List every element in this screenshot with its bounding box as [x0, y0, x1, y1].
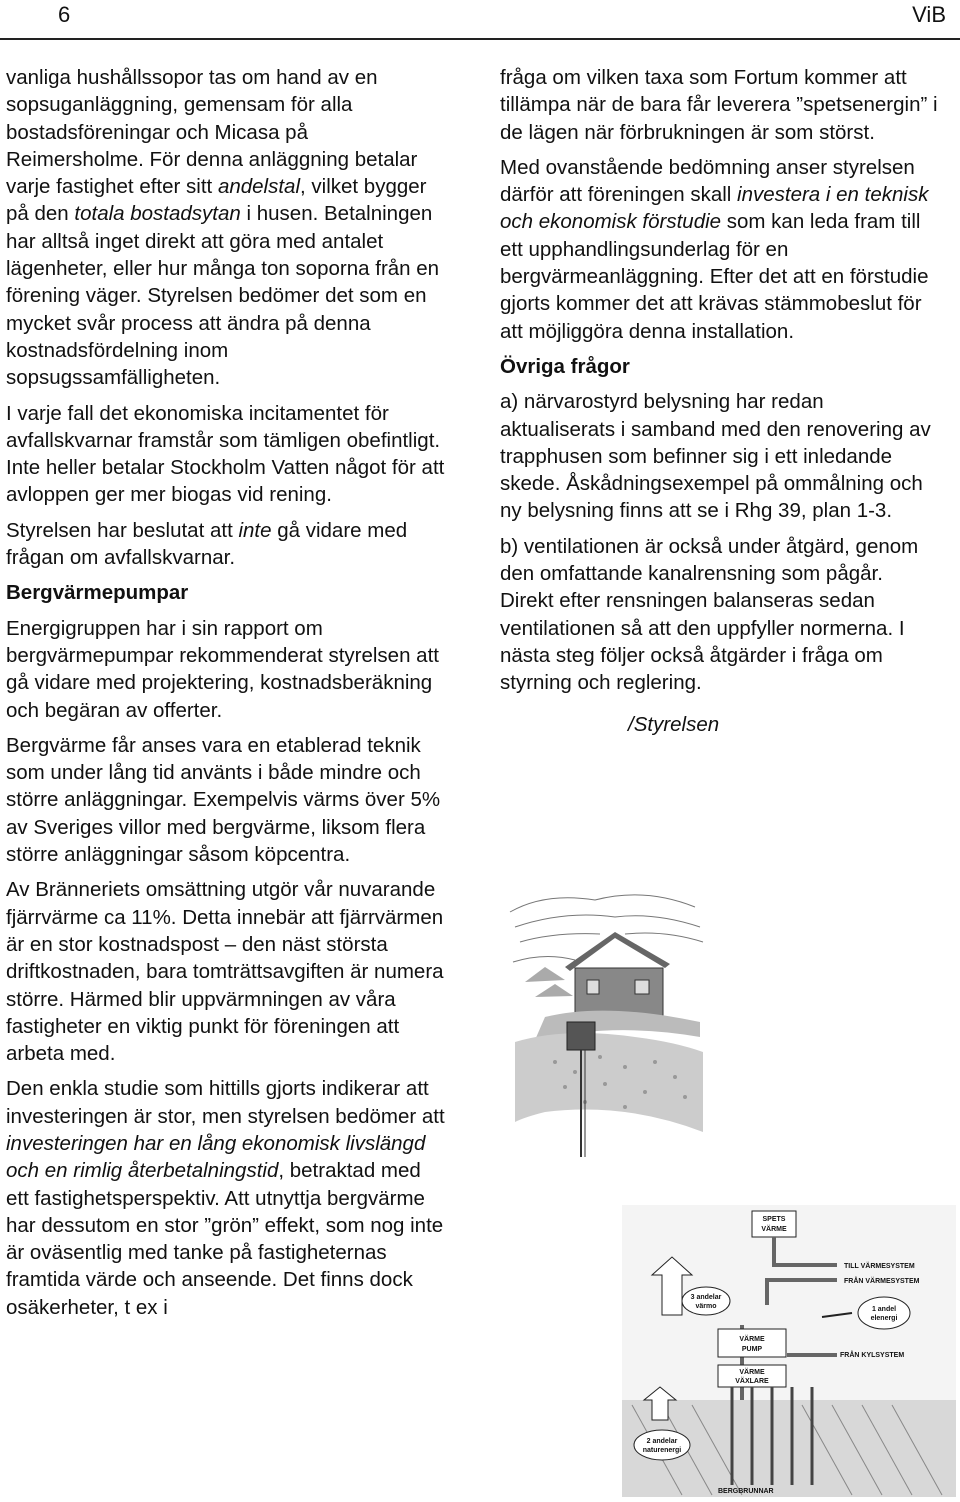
right-column: [500, 64, 940, 738]
label-varmepump-1: VÄRME: [739, 1336, 765, 1343]
paragraph: fråga om vilken taxa som Fortum kommer att tillämpa när de bara får leverera ”spetsenergin” i de lägen när förbrukningen är som störst.: [500, 66, 938, 144]
label-varme: VÄRME: [761, 1226, 787, 1233]
publication-name: ViB: [912, 2, 946, 27]
paragraph: a) närvarostyrd belysning har redan aktualiserats i samband med den renovering av trapphusen som befinner sig i ett inledande skede. Åskådningsexempel på ommålning och ny belysning finns att se i Rhg 39, plan 1-3.: [500, 390, 931, 523]
label-naturenergi: naturenergi: [642, 1447, 682, 1454]
label-tva-andelar: 2 andelar: [646, 1438, 678, 1445]
page-number: 6: [58, 2, 71, 27]
paragraph: b) ventilationen är också under åtgärd, genom den omfattande kanalrensning som pågår. Direkt efter rensningen balanseras sedan ventilationen så att den uppfyller normerna. I nästa steg följer också åtgärder i fråga om styrning och reglering.: [500, 534, 919, 695]
geothermal-house-illustration-icon: [505, 872, 705, 1157]
label-fran-varmesystem: FRÅN VÄRMESYSTEM: [844, 1278, 920, 1285]
left-column: [6, 64, 446, 1329]
page-header: [0, 0, 960, 40]
paragraph: I varje fall det ekonomiska incitamentet för avfallskvarnar framstår som tämligen obefintligt. Inte heller betalar Stockholm Vatten något för att avloppen ger mer biogas vid rening.: [6, 401, 445, 507]
label-en-andel: 1 andel: [871, 1306, 897, 1313]
label-varmo: värmo: [695, 1303, 717, 1310]
paragraph: Styrelsen har beslutat att inte gå vidare med frågan om avfallskvarnar.: [6, 518, 408, 570]
label-vaxlare-2: VÄXLARE: [735, 1378, 769, 1385]
label-spets: SPETS: [762, 1216, 786, 1223]
label-fran-kylsystem: FRÅN KYLSYSTEM: [840, 1352, 905, 1359]
label-varmepump-2: PUMP: [741, 1346, 763, 1353]
paragraph: Den enkla studie som hittills gjorts indikerar att investeringen är stor, men styrelsen bedömer att investeringen har en lång ekonomisk livslängd och en rimlig återbetalningstid, betraktad med ett fastighetsperspektiv. Att utnyttja bergvärme har dessutom en stor ”grön” effekt, som nog inte är oväsentlig med tanke på fastigheternas framtida värde och anseende. Det finns dock osäkerheter, t ex i: [6, 1077, 445, 1319]
heat-pump-schematic-icon: [622, 1205, 956, 1497]
paragraph: Bergvärme får anses vara en etablerad teknik som under lång tid använts i både mindre och större anläggningar. Exempelvis värms över 5% av Sveriges villor med bergvärme, liksom flera större anläggningar såsom köpcentra.: [6, 733, 441, 867]
paragraph: vanliga hushållssopor tas om hand av en sopsuganläggning, gemensam för alla bostadsföreningar och Micasa på Reimersholme. För denna anläggning betalar varje fastighet efter sitt andelstal, vilket bygger på den totala bostadsytan i husen. Betalningen har alltså inget direkt att göra med antalet lägenheter, eller hur många ton soporna från en förening väger. Styrelsen bedömer det som en mycket svår process att ändra på denna kostnadsfördelning inom sopsugssamfälligheten.: [6, 66, 440, 390]
paragraph: Med ovanstående bedömning anser styrelsen därför att föreningen skall investera i en teknisk och ekonomisk förstudie som kan leda fram till ett upphandlingsunderlag för en bergvärmeanläggning. Efter det att en förstudie gjorts kommer det att krävas stämmobeslut för att möjliggöra denna installation.: [500, 155, 929, 343]
section-heading: Övriga frågor: [500, 354, 630, 378]
label-borrhal: BERGBRUNNAR: [718, 1488, 774, 1495]
section-heading: Bergvärmepumpar: [6, 581, 189, 605]
label-vaxlare-1: VÄRME: [739, 1369, 765, 1376]
label-tre-andelar: 3 andelar: [690, 1294, 722, 1301]
label-elenergi: elenergi: [870, 1315, 898, 1322]
paragraph: Av Bränneriets omsättning utgör vår nuvarande fjärrvärme ca 11%. Detta innebär att fjärrvärmen är en stor kostnadspost – den näst största driftkostnaden, bara tomträttsavgiften är numera större. Härmed blir uppvärmningen av våra fastigheter en viktig punkt för föreningen att arbeta med.: [6, 878, 444, 1066]
label-till-varmesystem: TILL VÄRMESYSTEM: [844, 1263, 915, 1270]
paragraph: Energigruppen har i sin rapport om bergvärmepumpar rekommenderat styrelsen att gå vidare med projektering, kostnadsberäkning och begäran av offerter.: [6, 616, 439, 722]
signature: /Styrelsen: [628, 712, 720, 736]
